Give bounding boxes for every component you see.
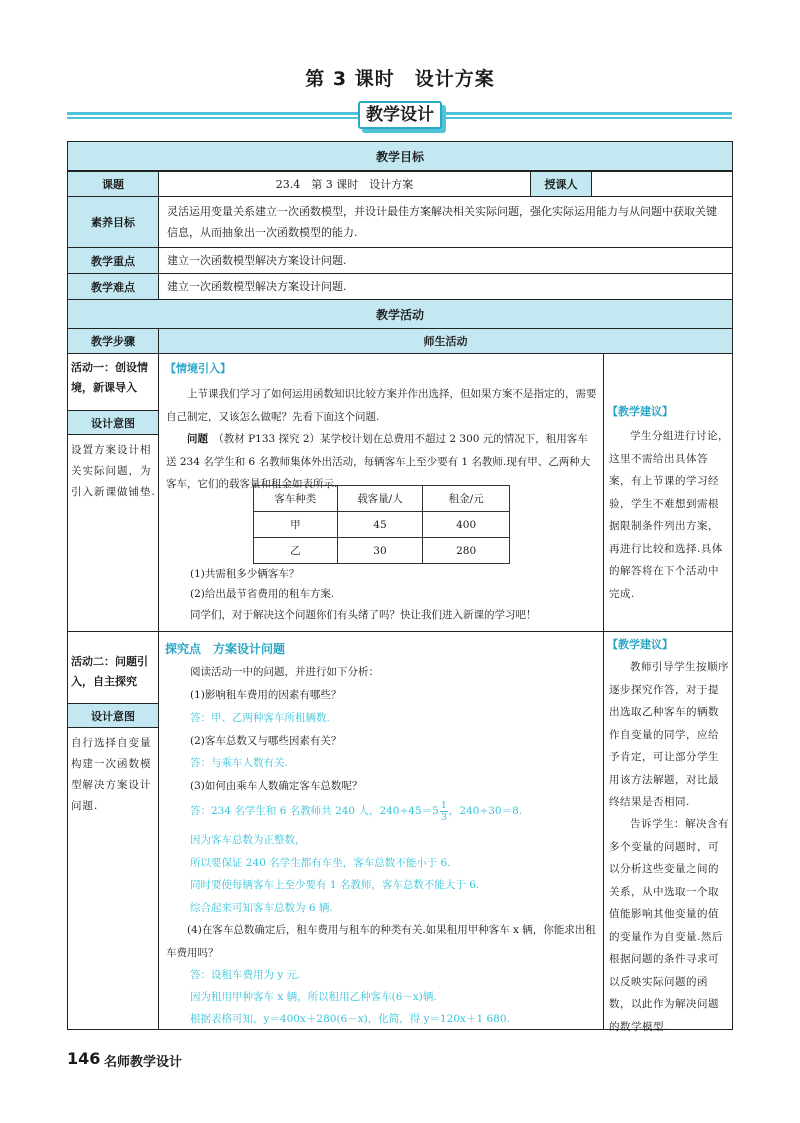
activity2-q3: (3)如何由乘车人数确定客车总数呢？ — [190, 780, 363, 792]
activity2-q4: (4)在客车总数确定后，租车费用与租车的种类有关.如果租用甲种客车 x 辆，你能求出租车费用吗？ — [166, 924, 596, 959]
activity2-a4-line3: 根据表格可知，y＝400x＋280(6－x)，化简，得 y＝120x＋1 680. — [190, 1013, 510, 1025]
topic-label: 课题 — [67, 171, 159, 197]
activity1-intent-label: 设计意图 — [67, 410, 159, 435]
a3-text: 答：234 名学生和 6 名教师共 240 人，240÷45＝5 — [190, 805, 439, 818]
activity2-a3-line3: 所以要保证 240 名学生都有车坐，客车总数不能小于 6. — [190, 857, 451, 869]
steps-label: 教学步骤 — [67, 328, 159, 354]
activity2-a1: 答：甲、乙两种客车所租辆数. — [190, 712, 330, 724]
problem-label: 问题 — [187, 433, 208, 445]
teacher-student-label: 师生活动 — [158, 328, 733, 354]
activity1-tag: 【情境引入】 — [165, 362, 231, 375]
activity2-intent-label: 设计意图 — [67, 703, 159, 728]
goals-header: 教学目标 — [67, 141, 733, 171]
activity2-a4-line2: 因为租用甲种客车 x 辆，所以租用乙种客车(6－x)辆. — [190, 991, 437, 1003]
activity2-a2: 答：与乘车人数有关. — [190, 757, 288, 769]
activity2-intent: 自行选择自变量构建一次函数模型解决方案设计问题. — [71, 737, 152, 812]
lesson-title: 第 3 课时 设计方案 — [305, 68, 495, 90]
bus-table-cell: 乙 — [254, 538, 338, 564]
activity2-sugg2: 告诉学生：解决含有多个变量的问题时，可以分析这些变量之间的关系，从中选取一个取值能影响其他变量的值的变量作为自变量.然后根据问题的条件寻求可以反映实际问题的函数，以此作为解决问题的数学模型. — [609, 818, 729, 1033]
focus-value: 建立一次函数模型解决方案设计问题. — [158, 247, 733, 274]
bus-table-header: 客车种类 — [254, 486, 338, 512]
bus-table — [253, 485, 510, 564]
activity1-name: 活动一：创设情境，新课导入 — [71, 361, 148, 394]
bus-table-cell: 30 — [337, 538, 423, 564]
activity2-name: 活动二：问题引入，自主探究 — [71, 655, 148, 688]
topic-value: 23.4 第 3 课时 设计方案 — [158, 171, 531, 197]
table-row — [254, 512, 510, 538]
activity1-q3: 同学们，对于解决这个问题你们有头绪了吗？快让我们进入新课的学习吧！ — [190, 609, 537, 621]
activities-header: 教学活动 — [67, 299, 733, 329]
activity2-a3-line5: 综合起来可知客车总数为 6 辆. — [190, 902, 333, 914]
bus-table-header: 载客量/人 — [337, 486, 423, 512]
activity1-q2: (2)给出最节省费用的租车方案. — [190, 588, 335, 600]
activity2-a3-line4: 同时要使每辆客车上至少要有 1 名教师，客车总数不能大于 6. — [190, 879, 480, 891]
literacy-value: 灵活运用变量关系建立一次函数模型，并设计最佳方案解决相关实际问题，强化实际运用能力与从问题中获取关键信息，从而抽象出一次函数模型的能力. — [158, 196, 733, 248]
activity2-a3-line2: 因为客车总数为正整数， — [190, 834, 306, 846]
activity1-intro: 上节课我们学习了如何运用函数知识比较方案并作出选择，但如果方案不是指定的，需要自己制定，又该怎么做呢？先看下面这个问题. — [166, 388, 597, 423]
bus-table-header: 租金/元 — [423, 486, 510, 512]
activity2-q1: (1)影响租车费用的因素有哪些？ — [190, 689, 342, 701]
difficulty-value: 建立一次函数模型解决方案设计问题. — [158, 273, 733, 300]
a3-numerator: 1 — [440, 800, 447, 811]
problem-text: （教材 P133 探究 2）某学校计划在总费用不超过 2 300 元的情况下，租用客车送 234 名学生和 6 名教师集体外出活动，每辆客车上至少要有 1 名教师.现有甲、乙两种大客车，它们的载客量和租金如表所示. — [166, 433, 591, 490]
a3-denominator: 3 — [440, 812, 447, 823]
difficulty-label: 教学难点 — [67, 273, 159, 300]
activity1-q1: (1)共需租多少辆客车？ — [190, 568, 300, 580]
activity2-a4-line1: 答：设租车费用为 y 元. — [190, 969, 301, 981]
focus-label: 教学重点 — [67, 247, 159, 274]
page-number: 146 — [67, 1049, 101, 1068]
bus-table-cell: 280 — [423, 538, 510, 564]
activity1-sugg: 学生分组进行讨论，这里不需给出具体答案，有上节课的学习经验，学生不难想到需根据限制条件列出方案，再进行比较和选择.具体的解答将在下个活动中完成. — [609, 430, 729, 600]
a3-fraction — [440, 800, 448, 823]
a3-text-post: ，240÷30＝8. — [448, 805, 523, 818]
activity2-a3 — [190, 800, 522, 823]
activity2-tag: 探究点 方案设计问题 — [165, 642, 286, 656]
activity1-intent: 设置方案设计相关实际问题，为引入新课做铺垫. — [71, 444, 156, 498]
activity2-q2: (2)客车总数又与哪些因素有关？ — [190, 735, 342, 747]
book-title: 名师教学设计 — [104, 1055, 183, 1070]
section-badge: 教学设计 — [358, 101, 442, 129]
teacher-label: 授课人 — [530, 171, 592, 197]
activity2-sugg1: 教师引导学生按顺序逐步探究作答，对于提出选取乙种客车的辆数作自变量的同学，应给予肯定，可让部分学生用该方法解题，对比最终结果是否相同. — [609, 661, 729, 808]
activity2-intro: 阅读活动一中的问题，并进行如下分析： — [190, 666, 379, 678]
activity1-sugg-tag: 【教学建议】 — [607, 405, 673, 418]
table-row — [254, 538, 510, 564]
activity2-sugg-tag: 【教学建议】 — [607, 638, 673, 651]
literacy-label: 素养目标 — [67, 196, 159, 248]
bus-table-cell: 45 — [337, 512, 423, 538]
bus-table-cell: 甲 — [254, 512, 338, 538]
teacher-value — [591, 171, 733, 197]
bus-table-cell: 400 — [423, 512, 510, 538]
